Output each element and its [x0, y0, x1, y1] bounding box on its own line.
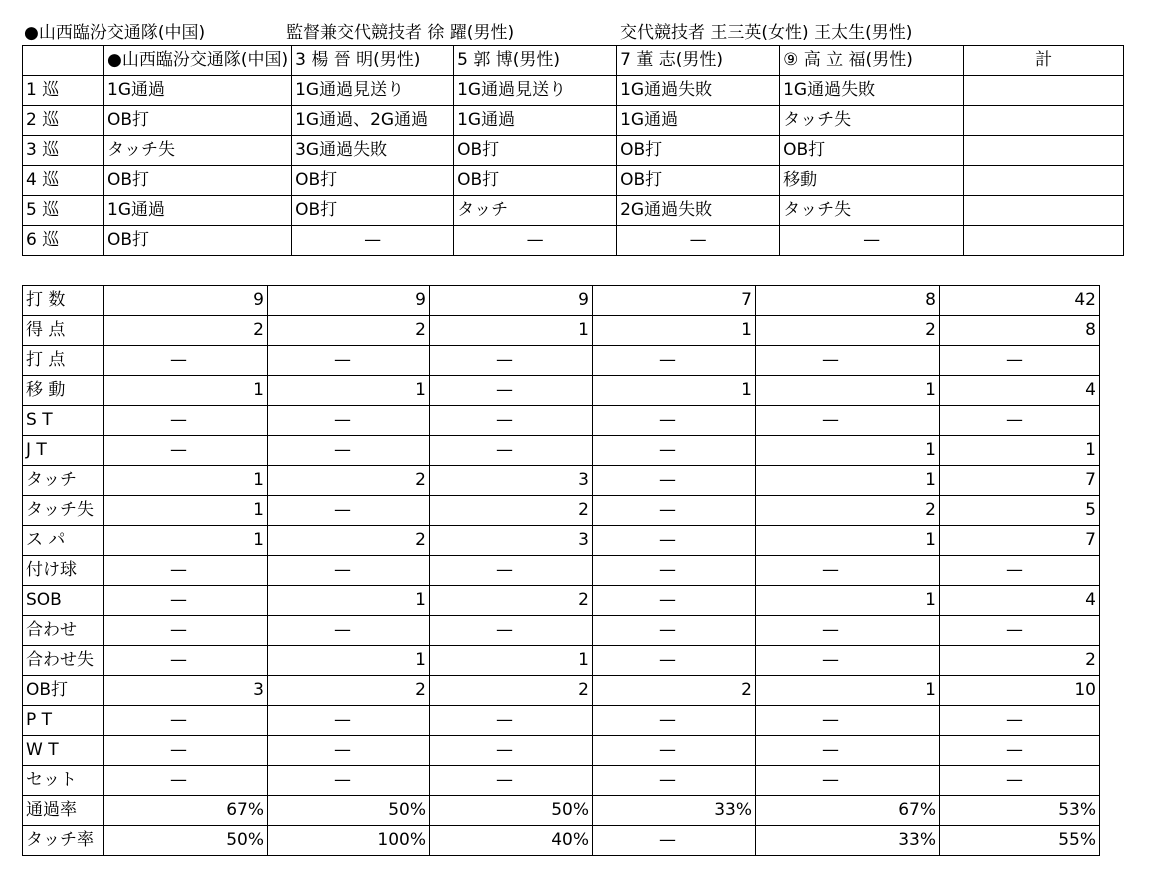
table-row	[23, 166, 1124, 196]
stat-value-cell: —	[756, 706, 940, 736]
stat-label: S T	[23, 406, 104, 436]
stat-value-cell: —	[268, 346, 430, 376]
round-result-cell: OB打	[454, 136, 617, 166]
stat-label: タッチ	[23, 466, 104, 496]
stat-value-cell: 2	[940, 646, 1100, 676]
stat-value-cell: —	[430, 766, 593, 796]
stat-value-cell: —	[430, 436, 593, 466]
round-result-cell: OB打	[617, 136, 780, 166]
round-label: 3 巡	[23, 136, 104, 166]
round-result-cell	[964, 136, 1124, 166]
stat-value-cell: 2	[593, 676, 756, 706]
stat-value-cell: —	[940, 556, 1100, 586]
stat-value-cell: —	[940, 406, 1100, 436]
table-row	[23, 826, 1100, 856]
table-row	[23, 706, 1100, 736]
stat-value-cell: 55%	[940, 826, 1100, 856]
stat-value-cell: —	[593, 736, 756, 766]
stat-value-cell: —	[104, 766, 268, 796]
stat-value-cell: —	[268, 406, 430, 436]
stat-value-cell: —	[268, 436, 430, 466]
round-result-cell: OB打	[104, 166, 292, 196]
round-result-cell: —	[454, 226, 617, 256]
stat-value-cell: —	[756, 736, 940, 766]
stat-value-cell: —	[104, 616, 268, 646]
table-row	[23, 766, 1100, 796]
stat-label: タッチ失	[23, 496, 104, 526]
stat-value-cell: —	[104, 646, 268, 676]
player-column-header: 7 董 志(男性)	[617, 46, 780, 76]
stat-value-cell: —	[593, 406, 756, 436]
stat-value-cell: 1	[268, 376, 430, 406]
stat-value-cell: 5	[940, 496, 1100, 526]
table-row	[23, 196, 1124, 226]
stat-value-cell: 1	[430, 316, 593, 346]
stat-label: 打 数	[23, 286, 104, 316]
stat-value-cell: 67%	[756, 796, 940, 826]
stat-value-cell: —	[430, 736, 593, 766]
table-row	[23, 496, 1100, 526]
stat-value-cell: 4	[940, 586, 1100, 616]
round-result-cell: 2G通過失敗	[617, 196, 780, 226]
stat-value-cell: 1	[756, 526, 940, 556]
stat-value-cell: 2	[104, 316, 268, 346]
stat-value-cell: 100%	[268, 826, 430, 856]
round-label: 2 巡	[23, 106, 104, 136]
table-row	[23, 556, 1100, 586]
stat-value-cell: —	[756, 346, 940, 376]
stat-value-cell: 2	[268, 526, 430, 556]
stat-value-cell: 10	[940, 676, 1100, 706]
stat-value-cell: —	[940, 346, 1100, 376]
stat-value-cell: 3	[104, 676, 268, 706]
stat-value-cell: 2	[756, 316, 940, 346]
stat-value-cell: —	[430, 706, 593, 736]
stat-value-cell: 1	[104, 466, 268, 496]
stat-value-cell: —	[104, 736, 268, 766]
stat-value-cell: —	[756, 406, 940, 436]
round-result-cell: —	[780, 226, 964, 256]
substitutes-label: 交代競技者 王三英(女性) 王太生(男性)	[620, 23, 913, 43]
stat-value-cell: —	[430, 616, 593, 646]
stat-value-cell: —	[940, 706, 1100, 736]
stat-value-cell: —	[593, 706, 756, 736]
stat-value-cell: —	[268, 496, 430, 526]
stat-value-cell: —	[430, 406, 593, 436]
round-result-cell: OB打	[104, 226, 292, 256]
stat-value-cell: 4	[940, 376, 1100, 406]
stat-value-cell: 3	[430, 526, 593, 556]
stat-value-cell: —	[268, 736, 430, 766]
stat-value-cell: 7	[940, 466, 1100, 496]
stat-value-cell: 1	[268, 646, 430, 676]
table-row	[23, 676, 1100, 706]
table-row	[23, 376, 1100, 406]
stat-value-cell: 1	[430, 646, 593, 676]
stat-label: 移 動	[23, 376, 104, 406]
stat-value-cell: 50%	[104, 826, 268, 856]
stat-value-cell: —	[104, 706, 268, 736]
stat-value-cell: —	[104, 346, 268, 376]
table-row	[23, 586, 1100, 616]
stat-value-cell: 1	[593, 376, 756, 406]
round-result-cell	[964, 166, 1124, 196]
stat-value-cell: —	[593, 466, 756, 496]
round-result-cell: 1G通過	[104, 76, 292, 106]
stat-value-cell: 1	[756, 676, 940, 706]
stat-label: SOB	[23, 586, 104, 616]
stat-value-cell: 3	[430, 466, 593, 496]
round-result-cell: 1G通過失敗	[617, 76, 780, 106]
stat-value-cell: 1	[104, 526, 268, 556]
round-label: 5 巡	[23, 196, 104, 226]
round-result-cell: 移動	[780, 166, 964, 196]
stat-value-cell: 7	[593, 286, 756, 316]
round-result-cell: 1G通過見送り	[454, 76, 617, 106]
stat-value-cell: —	[593, 526, 756, 556]
stat-label: 打 点	[23, 346, 104, 376]
stat-value-cell: 1	[756, 586, 940, 616]
stat-value-cell: 2	[756, 496, 940, 526]
statistics-table	[22, 285, 1100, 856]
stat-value-cell: —	[268, 556, 430, 586]
round-result-cell	[964, 226, 1124, 256]
team-title: ●山西臨汾交通隊(中国)	[24, 23, 206, 43]
stat-label: 得 点	[23, 316, 104, 346]
corner-cell	[23, 46, 104, 76]
stat-value-cell: 1	[756, 436, 940, 466]
round-result-cell	[964, 106, 1124, 136]
stat-value-cell: 7	[940, 526, 1100, 556]
supervisor-label: 監督兼交代競技者 徐 躍(男性)	[286, 23, 515, 43]
stat-value-cell: —	[756, 556, 940, 586]
table-row	[23, 526, 1100, 556]
stat-value-cell: —	[593, 436, 756, 466]
round-label: 4 巡	[23, 166, 104, 196]
stat-value-cell: —	[940, 736, 1100, 766]
stat-value-cell: 1	[756, 466, 940, 496]
player-column-header: ●山西臨汾交通隊(中国)	[104, 46, 292, 76]
round-result-cell: 3G通過失敗	[292, 136, 454, 166]
stat-value-cell: 1	[104, 496, 268, 526]
round-result-cell: OB打	[104, 106, 292, 136]
stat-value-cell: —	[268, 616, 430, 646]
stat-value-cell: —	[593, 616, 756, 646]
stat-value-cell: —	[593, 496, 756, 526]
round-result-cell	[964, 196, 1124, 226]
stat-value-cell: 1	[593, 316, 756, 346]
stat-value-cell: 1	[104, 376, 268, 406]
table-header-row	[23, 46, 1124, 76]
stat-value-cell: 2	[430, 586, 593, 616]
stat-value-cell: 2	[430, 676, 593, 706]
stat-value-cell: —	[104, 556, 268, 586]
round-result-cell: タッチ失	[780, 106, 964, 136]
stat-value-cell: 2	[268, 316, 430, 346]
stat-value-cell: —	[268, 766, 430, 796]
table-row	[23, 436, 1100, 466]
table-row	[23, 796, 1100, 826]
table-row	[23, 736, 1100, 766]
table-row	[23, 646, 1100, 676]
stat-value-cell: —	[756, 616, 940, 646]
stat-value-cell: —	[593, 766, 756, 796]
table-row	[23, 136, 1124, 166]
round-result-cell: —	[617, 226, 780, 256]
stat-value-cell: 8	[756, 286, 940, 316]
stat-label: 通過率	[23, 796, 104, 826]
round-results-table	[22, 45, 1124, 256]
table-row	[23, 346, 1100, 376]
stat-value-cell: 1	[756, 376, 940, 406]
stat-value-cell: —	[430, 376, 593, 406]
player-column-header: 3 楊 晉 明(男性)	[292, 46, 454, 76]
table-row	[23, 466, 1100, 496]
stat-value-cell: —	[104, 586, 268, 616]
round-result-cell: OB打	[454, 166, 617, 196]
table-row	[23, 406, 1100, 436]
stat-value-cell: 9	[104, 286, 268, 316]
table-row	[23, 106, 1124, 136]
stat-label: セット	[23, 766, 104, 796]
round-label: 1 巡	[23, 76, 104, 106]
round-result-cell: OB打	[617, 166, 780, 196]
stat-value-cell: 9	[430, 286, 593, 316]
stat-label: 付け球	[23, 556, 104, 586]
stat-value-cell: —	[430, 556, 593, 586]
player-column-header: 計	[964, 46, 1124, 76]
stat-value-cell: 1	[940, 436, 1100, 466]
stat-label: J T	[23, 436, 104, 466]
stat-value-cell: —	[104, 406, 268, 436]
round-result-cell: 1G通過失敗	[780, 76, 964, 106]
stat-value-cell: —	[593, 586, 756, 616]
table-row	[23, 76, 1124, 106]
stat-value-cell: —	[430, 346, 593, 376]
stat-value-cell: 33%	[593, 796, 756, 826]
stat-value-cell: 53%	[940, 796, 1100, 826]
round-result-cell	[964, 76, 1124, 106]
stat-value-cell: 50%	[268, 796, 430, 826]
round-result-cell: 1G通過、2G通過	[292, 106, 454, 136]
round-result-cell: —	[292, 226, 454, 256]
stat-label: ス パ	[23, 526, 104, 556]
stat-value-cell: 2	[268, 466, 430, 496]
stat-value-cell: —	[940, 616, 1100, 646]
round-result-cell: 1G通過	[617, 106, 780, 136]
stat-value-cell: 50%	[430, 796, 593, 826]
stat-value-cell: —	[268, 706, 430, 736]
stat-value-cell: —	[593, 346, 756, 376]
stat-value-cell: —	[593, 826, 756, 856]
player-column-header: 5 郭 博(男性)	[454, 46, 617, 76]
stat-value-cell: —	[756, 646, 940, 676]
table-row	[23, 616, 1100, 646]
round-result-cell: OB打	[292, 196, 454, 226]
stat-value-cell: 2	[430, 496, 593, 526]
stat-value-cell: —	[756, 766, 940, 796]
stat-value-cell: 8	[940, 316, 1100, 346]
round-result-cell: OB打	[292, 166, 454, 196]
stat-value-cell: 1	[268, 586, 430, 616]
stat-value-cell: —	[940, 766, 1100, 796]
stat-value-cell: 2	[268, 676, 430, 706]
round-result-cell: 1G通過	[104, 196, 292, 226]
round-result-cell: タッチ失	[104, 136, 292, 166]
stat-value-cell: —	[593, 646, 756, 676]
stat-value-cell: 40%	[430, 826, 593, 856]
round-label: 6 巡	[23, 226, 104, 256]
round-result-cell: 1G通過	[454, 106, 617, 136]
stat-label: タッチ率	[23, 826, 104, 856]
round-result-cell: OB打	[780, 136, 964, 166]
round-result-cell: タッチ失	[780, 196, 964, 226]
stat-value-cell: —	[593, 556, 756, 586]
table-row	[23, 286, 1100, 316]
stat-value-cell: 42	[940, 286, 1100, 316]
stat-label: 合わせ	[23, 616, 104, 646]
round-result-cell: タッチ	[454, 196, 617, 226]
stat-label: W T	[23, 736, 104, 766]
stat-label: OB打	[23, 676, 104, 706]
table-row	[23, 316, 1100, 346]
table-row	[23, 226, 1124, 256]
stat-value-cell: 67%	[104, 796, 268, 826]
round-result-cell: 1G通過見送り	[292, 76, 454, 106]
player-column-header: ⑨ 高 立 福(男性)	[780, 46, 964, 76]
stat-value-cell: —	[104, 436, 268, 466]
stat-label: 合わせ失	[23, 646, 104, 676]
stat-label: P T	[23, 706, 104, 736]
stat-value-cell: 33%	[756, 826, 940, 856]
stat-value-cell: 9	[268, 286, 430, 316]
